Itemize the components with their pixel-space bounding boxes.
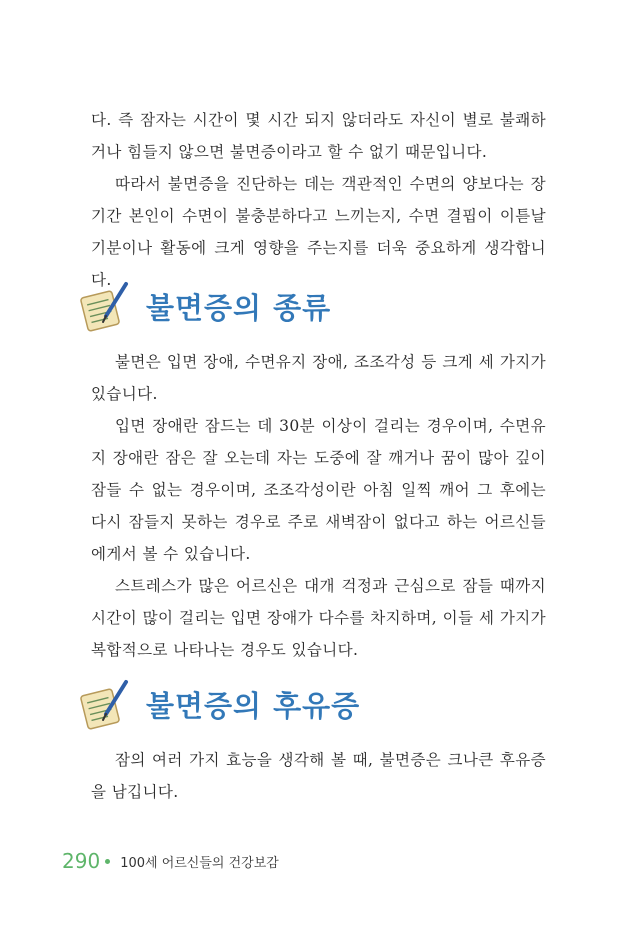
section-heading-types [80,278,331,334]
intro-paragraph-1: 다. 즉 잠자는 시간이 몇 시간 되지 않더라도 자신이 별로 불쾌하거나 힘들지 않으면 불면증이라고 할 수 없기 때문입니다. [91,111,546,161]
types-paragraph-2: 입면 장애란 잠드는 데 30분 이상이 걸리는 경우이며, 수면유지 장애란 잠은 잘 오는데 자는 도중에 잘 깨거나 꿈이 많아 깊이 잠들 수 없는 경우이며, 조조각성이란 아침 일찍 깨어 그 후에는 다시 잠들지 못하는 경우로 주로 새벽잠이 없다고 하는 어르신들에게서 볼 수 있습니다. [91,417,546,563]
section-heading-aftereffects-text: 불면증의 후유증 [146,688,361,723]
types-paragraph-1: 불면은 입면 장애, 수면유지 장애, 조조각성 등 크게 세 가지가 있습니다. [91,353,546,403]
section-heading-types-text: 불면증의 종류 [146,290,332,325]
notepad-pen-icon [80,280,132,332]
aftereffects-paragraph-1: 잠의 여러 가지 효능을 생각해 볼 때, 불면증은 크나큰 후유증을 남깁니다. [91,751,546,801]
page-number: 290 [62,849,101,873]
section-heading-aftereffects [80,676,360,732]
book-title: 100세 어르신들의 건강보감 [120,855,279,871]
types-paragraph-3: 스트레스가 많은 어르신은 대개 걱정과 근심으로 잠들 때까지 시간이 많이 걸리는 입면 장애가 다수를 차지하며, 이들 세 가지가 복합적으로 나타나는 경우도 있습니다. [91,577,546,659]
page-footer [62,846,279,876]
intro-paragraph-2: 따라서 불면증을 진단하는 데는 객관적인 수면의 양보다는 장기간 본인이 수면이 불충분하다고 느끼는지, 수면 결핍이 이튿날 기분이나 활동에 크게 영향을 주는지를 더욱 중요하게 생각합니다. [91,175,546,289]
notepad-pen-icon [80,678,132,730]
footer-dot [105,859,110,864]
